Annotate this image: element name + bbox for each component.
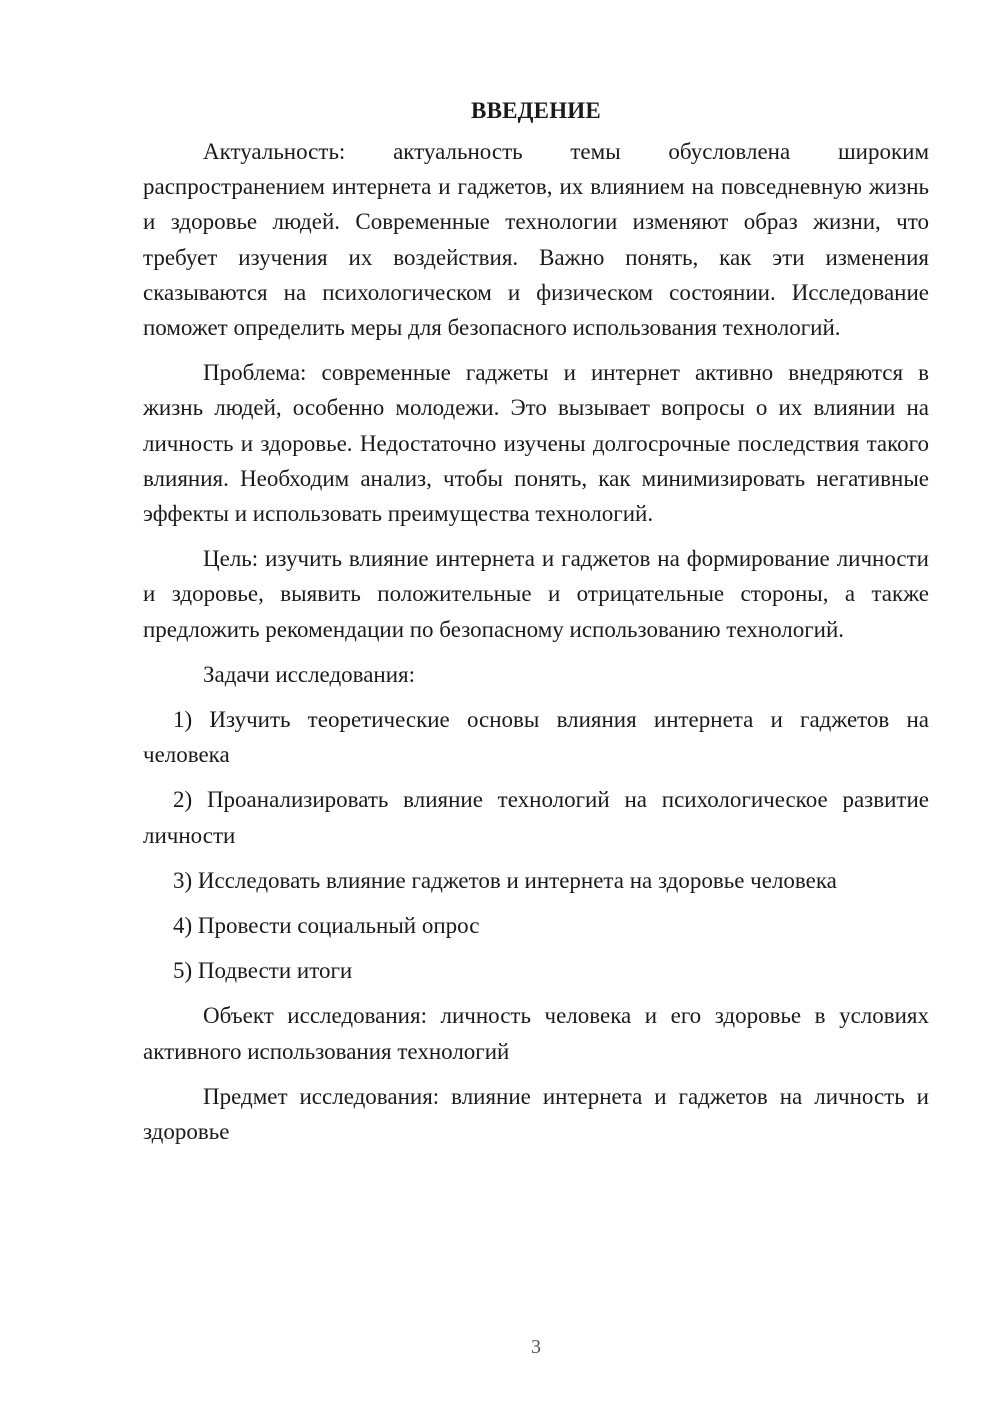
paragraph-subject: Предмет исследования: влияние интернета и гаджетов на личность и здоровье [143,1083,929,1145]
paragraph-goal: Цель: изучить влияние интернета и гаджетов на формирование личности и здоровье, выявить положительные и отрицательные стороны, а также предложить рекомендации по безопасному использованию технологий. [143,546,929,642]
task-item-2: 2) Проанализировать влияние технологий на психологическое развитие личности [143,787,929,848]
paragraph-problem: Проблема: современные гаджеты и интернет активно внедряются в жизнь людей, особенно молодежи. Это вызывает вопросы о их влиянии на личность и здоровье. Недостаточно изучены долгосрочные последствия такого влияния. Необходим анализ, чтобы понять, как минимизировать негативные эффекты и использовать преимущества технологий. [143,360,929,527]
paragraph-object: Объект исследования: личность человека и его здоровье в условиях активного использования технологий [143,1003,929,1064]
page-content [143,93,929,1159]
task-item-5: 5) Подвести итоги [173,958,353,984]
section-heading: ВВЕДЕНИЕ [471,98,601,123]
paragraph-relevance: Актуальность: актуальность темы обусловлена широким распространением интернета и гаджетов, их влиянием на повседневную жизнь и здоровье людей. Современные технологии изменяют образ жизни, что требует изучения их воздействия. Важно понять, как эти изменения сказываются на психологическом и физическом состоянии. Исследование поможет определить меры для безопасного использования технологий. [143,139,929,341]
task-item-4: 4) Провести социальный опрос [173,913,480,939]
page-number: 3 [531,1336,541,1358]
task-item-1: 1) Изучить теоретические основы влияния интернета и гаджетов на человека [143,707,929,768]
tasks-heading: Задачи исследования: [203,661,416,687]
task-item-3: 3) Исследовать влияние гаджетов и интернета на здоровье человека [173,867,837,893]
